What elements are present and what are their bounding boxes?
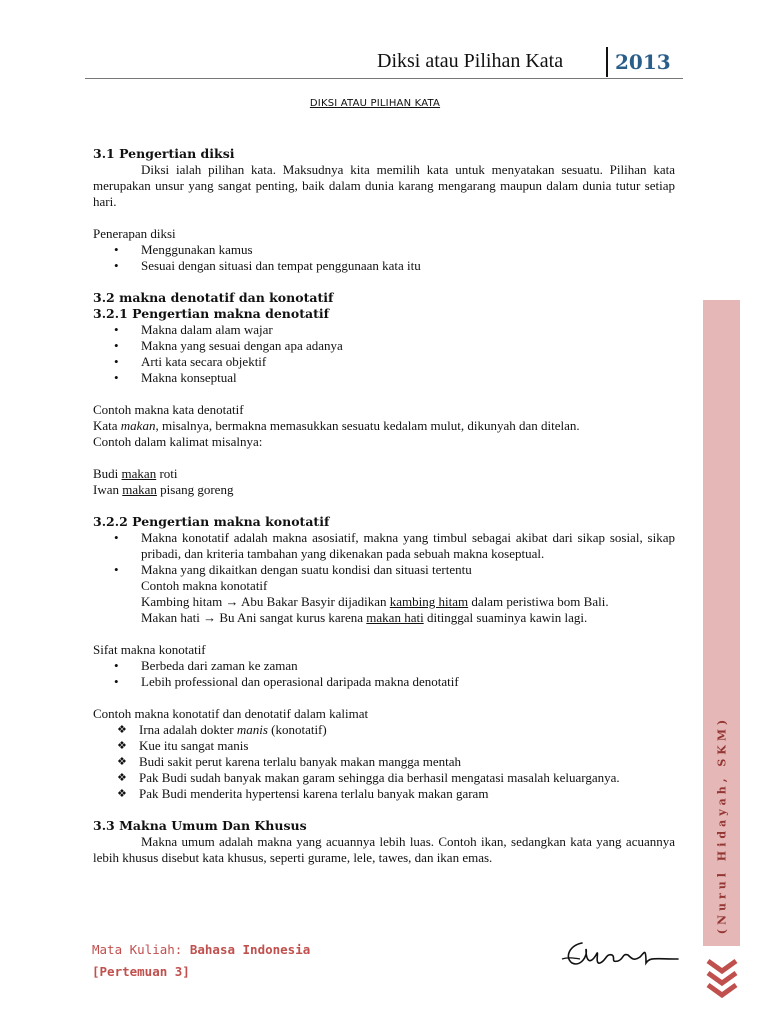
bullet-list bbox=[93, 322, 675, 386]
example-sentence: Kambing hitam → Abu Bakar Basyir dijadikan kambing hitam dalam peristiwa bom Bali. bbox=[141, 594, 609, 609]
list-item: • Sesuai dengan situasi dan tempat penggunaan kata itu bbox=[93, 258, 675, 274]
bullet-list bbox=[93, 658, 675, 690]
paragraph: Makna umum adalah makna yang acuannya lebih luas. Contoh ikan, sedangkan kata yang acuannya lebih khusus disebut kata khusus, seperti gurame, lele, tawes, dan ikan emas. bbox=[93, 834, 675, 865]
paragraph: Diksi ialah pilihan kata. Maksudnya kita memilih kata untuk menyatakan sesuatu. Pilihan kata merupakan unsur yang sangat penting, baik dalam dunia karang mengarang maupun dalam dunia tutur setiap hari. bbox=[93, 162, 675, 209]
diamond-list bbox=[93, 722, 675, 802]
list-item: • Lebih professional dan operasional daripada makna denotatif bbox=[93, 674, 675, 690]
header-title: Diksi atau Pilihan Kata bbox=[377, 50, 564, 72]
example-sentence: Budi makan roti bbox=[93, 466, 178, 481]
section-heading: 3.1 Pengertian diksi bbox=[93, 146, 235, 161]
subsection-heading: 3.2.1 Pengertian makna denotatif bbox=[93, 306, 330, 321]
document-body bbox=[93, 96, 675, 866]
list-item: ❖ Kue itu sangat manis bbox=[93, 738, 675, 754]
list-item: ❖ Budi sakit perut karena terlalu banyak makan mangga mentah bbox=[93, 754, 675, 770]
subsection-heading: 3.2.2 Pengertian makna konotatif bbox=[93, 514, 330, 529]
author-label: (Nurul Hidayah, SKM) bbox=[715, 715, 729, 935]
list-item: • Makna dalam alam wajar bbox=[93, 322, 675, 338]
list-item: ❖ Irna adalah dokter manis (konotatif) bbox=[93, 722, 675, 738]
section-heading: 3.3 Makna Umum Dan Khusus bbox=[93, 818, 307, 833]
document-title: DIKSI ATAU PILIHAN KATA bbox=[309, 98, 441, 109]
paragraph: Kata makan, misalnya, bermakna memasukkan sesuatu kedalam mulut, dikunyah dan ditelan. bbox=[93, 418, 580, 433]
list-item: ❖ Pak Budi sudah banyak makan garam sehingga dia berhasil mengatasi masalah keluarganya. bbox=[93, 770, 675, 786]
paragraph: Contoh dalam kalimat misalnya: bbox=[93, 434, 263, 449]
bullet-list bbox=[93, 530, 675, 578]
footer-course: Mata Kuliah: Bahasa Indonesia bbox=[92, 942, 311, 957]
example-label: Contoh makna konotatif bbox=[141, 578, 268, 593]
list-item: ❖ Pak Budi menderita hypertensi karena terlalu banyak makan garam bbox=[93, 786, 675, 802]
list-item: • Arti kata secara objektif bbox=[93, 354, 675, 370]
example-label: Contoh makna kata denotatif bbox=[93, 402, 244, 417]
header-separator bbox=[606, 47, 608, 77]
bullet-list bbox=[93, 242, 675, 274]
chevron-down-icon bbox=[704, 955, 740, 1003]
section-heading: 3.2 makna denotatif dan konotatif bbox=[93, 290, 334, 305]
example-sentence: Makan hati → Bu Ani sangat kurus karena makan hati ditinggal suaminya kawin lagi. bbox=[141, 610, 588, 625]
list-item: • Makna yang dikaitkan dengan suatu kondisi dan situasi tertentu bbox=[93, 562, 675, 578]
list-item: • Berbeda dari zaman ke zaman bbox=[93, 658, 675, 674]
list-item: • Menggunakan kamus bbox=[93, 242, 675, 258]
list-item: • Makna konotatif adalah makna asosiatif, makna yang timbul sebagai akibat dari sikap sosial, sikap pribadi, dan kriteria tambahan yang dikenakan pada sebuah makna koseptual. bbox=[93, 530, 675, 562]
list-label: Sifat makna konotatif bbox=[93, 642, 206, 657]
signature-icon bbox=[560, 935, 685, 975]
list-item: • Makna yang sesuai dengan apa adanya bbox=[93, 338, 675, 354]
list-label: Penerapan diksi bbox=[93, 226, 176, 241]
header-rule bbox=[85, 78, 683, 79]
footer-meeting: [Pertemuan 3] bbox=[92, 964, 190, 979]
list-label: Contoh makna konotatif dan denotatif dalam kalimat bbox=[93, 706, 369, 721]
list-item: • Makna konseptual bbox=[93, 370, 675, 386]
header-year: 2013 bbox=[615, 50, 671, 74]
example-sentence: Iwan makan pisang goreng bbox=[93, 482, 234, 497]
